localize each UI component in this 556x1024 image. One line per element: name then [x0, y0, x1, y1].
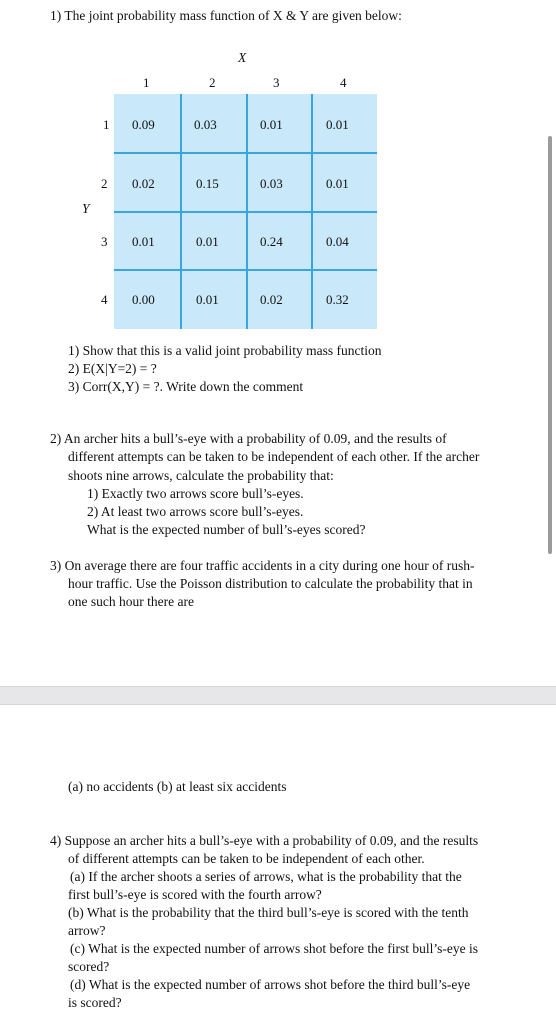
q3-line-1: 3) On average there are four traffic accidents in a city during one hour of rush- — [50, 558, 475, 573]
q4-line-7: (c) What is the expected number of arrows shot before the first bull’s-eye is — [70, 941, 478, 956]
row-header-3: 3 — [101, 234, 108, 249]
y-axis-label: Y — [82, 201, 90, 216]
col-header-3: 3 — [273, 75, 280, 90]
grid-line — [114, 211, 377, 213]
q4-line-5: (b) What is the probability that the third bull’s-eye is scored with the tenth — [68, 905, 469, 920]
col-header-2: 2 — [209, 75, 216, 90]
q4-line-4: first bull’s-eye is scored with the fourth arrow? — [68, 887, 322, 902]
q2-line-3: shoots nine arrows, calculate the probability that: — [68, 468, 334, 483]
table-cell: 0.09 — [132, 117, 155, 132]
table-cell: 0.03 — [194, 117, 217, 132]
col-header-4: 4 — [340, 75, 347, 90]
joint-pmf-table — [114, 94, 377, 329]
q4-line-3: (a) If the archer shoots a series of arrows, what is the probability that the — [70, 869, 462, 884]
table-cell: 0.02 — [260, 292, 283, 307]
q3-parts: (a) no accidents (b) at least six accidents — [68, 779, 287, 794]
table-cell: 0.01 — [326, 117, 349, 132]
q2-tail: What is the expected number of bull’s-eyes scored? — [87, 522, 366, 537]
q2-line-1: 2) An archer hits a bull’s-eye with a probability of 0.09, and the results of — [50, 431, 447, 446]
table-cell: 0.01 — [132, 234, 155, 249]
q4-line-10: is scored? — [68, 995, 122, 1010]
table-cell: 0.02 — [132, 176, 155, 191]
table-cell: 0.01 — [326, 176, 349, 191]
table-cell: 0.01 — [260, 117, 283, 132]
q1-sub-3: 3) Corr(X,Y) = ?. Write down the comment — [68, 379, 304, 394]
q4-line-2: of different attempts can be taken to be independent of each other. — [68, 851, 425, 866]
grid-line — [114, 269, 377, 271]
row-header-1: 1 — [103, 117, 110, 132]
x-axis-label: X — [238, 50, 247, 65]
q1-sub-1: 1) Show that this is a valid joint probability mass function — [68, 343, 382, 358]
q4-line-9: (d) What is the expected number of arrows shot before the third bull’s-eye — [70, 977, 471, 992]
table-cell: 0.01 — [196, 234, 219, 249]
table-cell: 0.01 — [196, 292, 219, 307]
row-header-4: 4 — [101, 292, 108, 307]
q4-line-8: scored? — [68, 959, 110, 974]
grid-line — [114, 152, 377, 154]
q3-line-2: hour traffic. Use the Poisson distribution to calculate the probability that in — [68, 576, 473, 591]
table-cell: 0.15 — [196, 176, 219, 191]
row-header-2: 2 — [101, 176, 108, 191]
page-separator — [0, 686, 556, 705]
col-header-1: 1 — [143, 75, 150, 90]
table-cell: 0.04 — [326, 234, 349, 249]
q1-heading: 1) The joint probability mass function of X & Y are given below: — [50, 8, 402, 23]
table-cell: 0.03 — [260, 176, 283, 191]
q2-sub-2: 2) At least two arrows score bull’s-eyes. — [87, 504, 304, 519]
q2-sub-1: 1) Exactly two arrows score bull’s-eyes. — [87, 486, 304, 501]
q1-sub-2: 2) E(X|Y=2) = ? — [68, 361, 157, 376]
vertical-scrollbar[interactable] — [548, 136, 552, 554]
table-cell: 0.32 — [326, 292, 349, 307]
q3-line-3: one such hour there are — [68, 594, 194, 609]
table-cell: 0.24 — [260, 234, 283, 249]
table-cell: 0.00 — [132, 292, 155, 307]
q4-line-6: arrow? — [68, 923, 106, 938]
q4-line-1: 4) Suppose an archer hits a bull’s-eye with a probability of 0.09, and the results — [50, 833, 479, 848]
q2-line-2: different attempts can be taken to be independent of each other. If the archer — [68, 449, 480, 464]
